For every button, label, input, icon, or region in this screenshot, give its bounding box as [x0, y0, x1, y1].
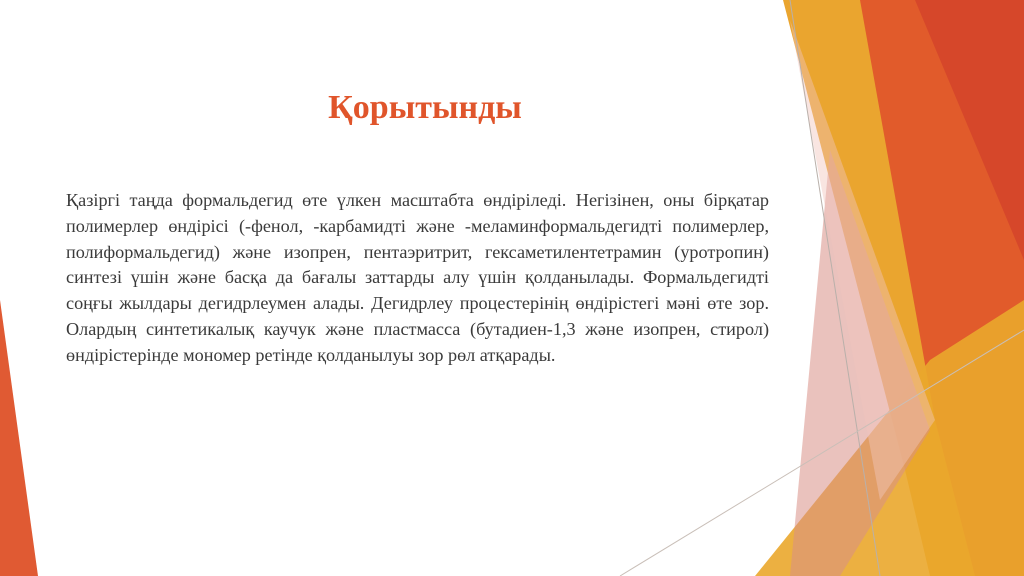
- slide-title: Қорытынды: [328, 89, 522, 126]
- slide-body-text: Қазіргі таңда формальдегид өте үлкен масштабта өндіріледі. Негізінен, оны бірқатар полимерлер өндірісі (-фенол, -карбамидті және -меламинформальдегидті полимерлер, полиформальдегид) және изопрен, пентаэритрит, гексаметилентетрамин (уротропин) синтезі үшін және басқа да бағалы заттарды алу үшін қолданылады. Формальдегидті соңғы жылдары дегидрлеумен алады. Дегидрлеу процестерінің өндірістегі мәні өте зор. Олардың синтетикалық каучук және пластмасса (бутадиен-1,3 және изопрен, стирол) өндірістерінде мономер ретінде қолданылуы зор рөл атқарады.: [66, 190, 769, 365]
- left-accent-shape: [0, 300, 38, 576]
